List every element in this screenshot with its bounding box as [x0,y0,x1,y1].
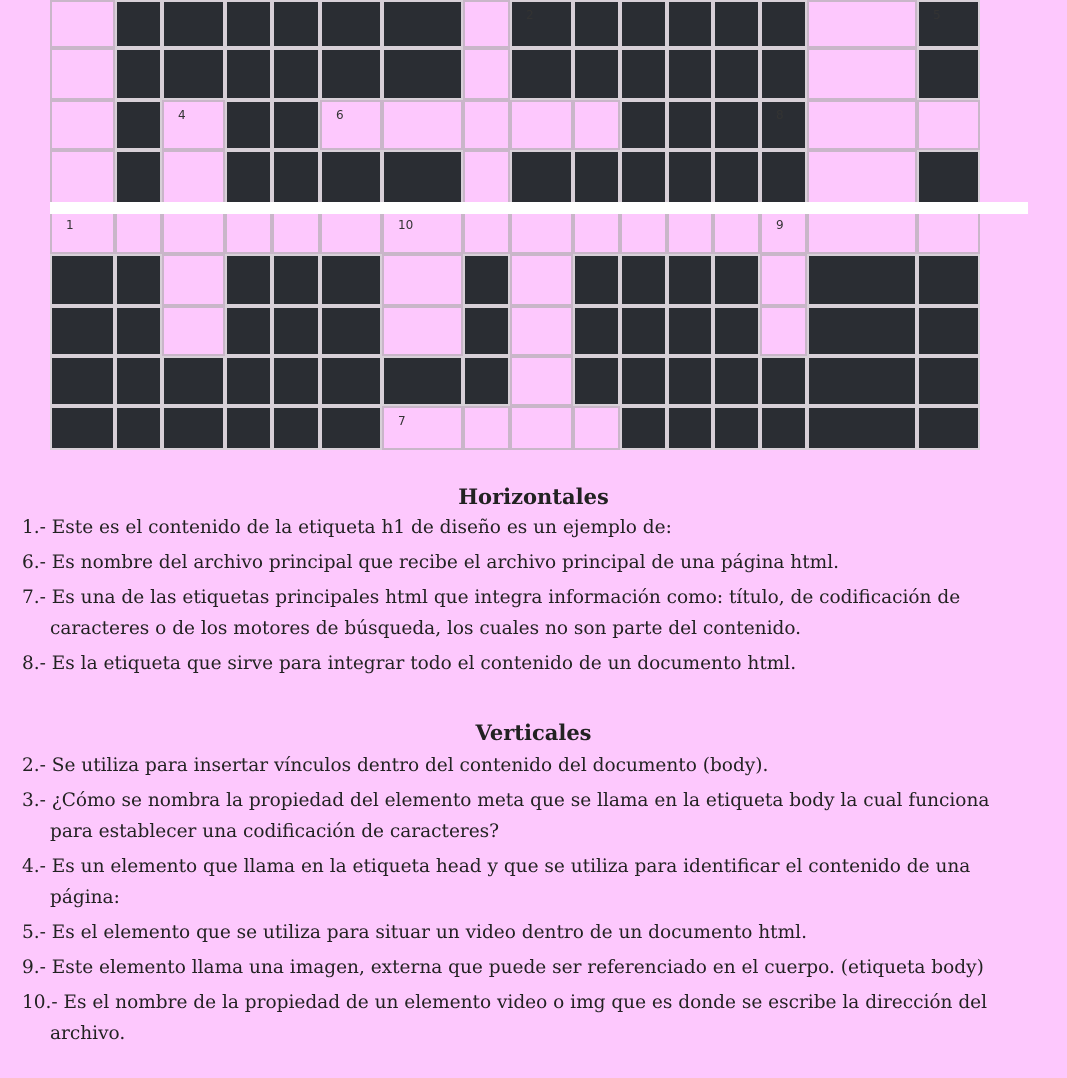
crossword-cell-blocked [225,356,272,406]
clue-line: 7.- Es una de las etiquetas principales html que integra información como: título, de codificación de [22,587,961,608]
crossword-cell-empty[interactable] [510,306,573,356]
crossword-cell-blocked [620,150,667,210]
crossword-cell-blocked [667,306,713,356]
crossword-cell-blocked [620,100,667,150]
crossword-cell-blocked [463,306,510,356]
crossword-cell-empty[interactable] [50,48,115,100]
crossword-cell-blocked [320,254,382,306]
crossword-cell-empty[interactable] [807,210,917,254]
crossword-cell-blocked [50,406,115,450]
crossword-cell-blocked [620,306,667,356]
crossword-cell-blocked [917,0,980,48]
clue-line: 8.- Es la etiqueta que sirve para integrar todo el contenido de un documento html. [22,653,797,674]
crossword-cell-empty[interactable] [713,210,760,254]
crossword-cell-blocked [573,0,620,48]
crossword-cell-blocked [510,0,573,48]
crossword-cell-blocked [162,0,225,48]
clue-number: 6 [336,108,344,122]
crossword-cell-blocked [320,306,382,356]
crossword-cell-blocked [225,100,272,150]
crossword-cell-blocked [760,48,807,100]
crossword-cell-blocked [620,356,667,406]
crossword-cell-blocked [573,150,620,210]
crossword-cell-blocked [620,48,667,100]
crossword-cell-blocked [760,100,807,150]
crossword-cell-blocked [917,406,980,450]
crossword-cell-empty[interactable] [760,254,807,306]
vertical-clue [22,851,1052,913]
crossword-cell-empty[interactable] [320,100,382,150]
crossword-cell-blocked [225,150,272,210]
crossword-cell-blocked [760,406,807,450]
crossword-cell-blocked [807,406,917,450]
crossword-cell-blocked [225,306,272,356]
crossword-cell-blocked [382,150,463,210]
crossword-cell-empty[interactable] [573,210,620,254]
crossword-cell-empty[interactable] [162,254,225,306]
crossword-cell-blocked [272,306,320,356]
clue-line: 4.- Es un elemento que llama en la etiqueta head y que se utiliza para identificar el contenido de una [22,856,971,877]
clue-line: 5.- Es el elemento que se utiliza para situar un video dentro de un documento html. [22,922,807,943]
crossword-cell-blocked [620,406,667,450]
crossword-cell-blocked [382,0,463,48]
crossword-cell-blocked [667,100,713,150]
crossword-cell-blocked [713,254,760,306]
crossword-cell-empty[interactable] [620,210,667,254]
crossword-cell-blocked [667,48,713,100]
crossword-cell-blocked [115,100,162,150]
clue-number: 5 [933,8,941,22]
crossword-cell-empty[interactable] [463,0,510,48]
crossword-cell-blocked [272,356,320,406]
crossword-grid [50,0,1028,450]
vertical-clue [22,917,1052,948]
crossword-cell-blocked [917,306,980,356]
crossword-cell-empty[interactable] [115,210,162,254]
crossword-cell-empty[interactable] [382,406,463,450]
crossword-cell-empty[interactable] [463,150,510,210]
crossword-cell-empty[interactable] [272,210,320,254]
grid-highlight-band [50,202,1028,214]
vertical-clue [22,952,1052,983]
crossword-cell-blocked [162,356,225,406]
crossword-cell-blocked [667,406,713,450]
clue-number: 7 [398,414,406,428]
crossword-cell-empty[interactable] [807,48,917,100]
horizontal-clue [22,648,1052,679]
horizontal-clue [22,547,1052,578]
crossword-cell-blocked [115,306,162,356]
crossword-cell-blocked [115,406,162,450]
crossword-cell-empty[interactable] [667,210,713,254]
clue-line: 1.- Este es el contenido de la etiqueta h1 de diseño es un ejemplo de: [22,517,672,538]
crossword-cell-empty[interactable] [50,100,115,150]
clue-line: 3.- ¿Cómo se nombra la propiedad del elemento meta que se llama en la etiqueta body la cual funciona [22,790,990,811]
crossword-cell-blocked [713,306,760,356]
crossword-cell-blocked [807,356,917,406]
clue-line: para establecer una codificación de caracteres? [50,821,500,842]
clue-line: caracteres o de los motores de búsqueda, los cuales no son parte del contenido. [50,618,802,639]
crossword-cell-blocked [463,356,510,406]
crossword-cell-empty[interactable] [917,210,980,254]
crossword-cell-blocked [917,150,980,210]
horizontal-title: Horizontales [458,484,609,509]
crossword-cell-empty[interactable] [510,356,573,406]
clue-line: 6.- Es nombre del archivo principal que recibe el archivo principal de una página html. [22,552,839,573]
crossword-cell-blocked [50,356,115,406]
crossword-cell-blocked [713,100,760,150]
crossword-cell-blocked [272,100,320,150]
crossword-cell-blocked [225,406,272,450]
clue-line: 10.- Es el nombre de la propiedad de un elemento video o img que es donde se escribe la dirección del [22,992,988,1013]
crossword-cell-blocked [573,48,620,100]
vertical-clue [22,785,1052,847]
crossword-cell-blocked [760,0,807,48]
clue-number: 9 [776,218,784,232]
crossword-cell-blocked [225,254,272,306]
crossword-cell-blocked [620,0,667,48]
clue-line: 2.- Se utiliza para insertar vínculos dentro del contenido del documento (body). [22,755,769,776]
crossword-cell-blocked [320,356,382,406]
crossword-cell-empty[interactable] [573,406,620,450]
vertical-title: Verticales [475,720,592,745]
crossword-cell-blocked [573,254,620,306]
crossword-cell-blocked [667,254,713,306]
crossword-cell-blocked [115,150,162,210]
crossword-cell-blocked [573,306,620,356]
crossword-cell-blocked [807,254,917,306]
crossword-cell-blocked [50,254,115,306]
crossword-cell-empty[interactable] [463,100,510,150]
crossword-cell-blocked [272,150,320,210]
crossword-cell-blocked [713,406,760,450]
crossword-cell-empty[interactable] [50,0,115,48]
clue-number: 1 [66,218,74,232]
crossword-cell-empty[interactable] [162,100,225,150]
crossword-cell-empty[interactable] [162,306,225,356]
crossword-cell-blocked [667,0,713,48]
horizontal-clue [22,582,1052,644]
clue-number: 2 [526,8,534,22]
crossword-cell-blocked [667,356,713,406]
crossword-cell-empty[interactable] [807,150,917,210]
crossword-cell-blocked [463,254,510,306]
crossword-cell-blocked [272,406,320,450]
crossword-cell-blocked [713,0,760,48]
crossword-cell-empty[interactable] [382,254,463,306]
crossword-cell-blocked [115,0,162,48]
crossword-cell-empty[interactable] [320,210,382,254]
crossword-cell-empty[interactable] [50,150,115,210]
crossword-cell-blocked [320,406,382,450]
crossword-cell-blocked [272,254,320,306]
crossword-cell-empty[interactable] [573,100,620,150]
crossword-cell-blocked [115,48,162,100]
crossword-cell-empty[interactable] [510,254,573,306]
crossword-cell-empty[interactable] [807,0,917,48]
crossword-cell-blocked [225,48,272,100]
crossword-cell-blocked [510,150,573,210]
crossword-cell-empty[interactable] [760,210,807,254]
crossword-cell-blocked [320,0,382,48]
crossword-cell-empty[interactable] [225,210,272,254]
crossword-cell-blocked [807,306,917,356]
crossword-cell-blocked [917,356,980,406]
crossword-cell-blocked [115,254,162,306]
crossword-cell-empty[interactable] [760,306,807,356]
crossword-cell-blocked [760,356,807,406]
crossword-cell-blocked [162,48,225,100]
vertical-clue [22,987,1052,1049]
crossword-cell-empty[interactable] [807,100,917,150]
crossword-cell-blocked [573,356,620,406]
crossword-cell-blocked [760,150,807,210]
crossword-cell-empty[interactable] [463,48,510,100]
crossword-cell-blocked [50,306,115,356]
crossword-cell-blocked [917,254,980,306]
crossword-cell-blocked [382,356,463,406]
clue-line: archivo. [50,1023,126,1044]
clue-line: página: [50,887,120,908]
crossword-cell-empty[interactable] [463,406,510,450]
clue-number: 4 [178,108,186,122]
crossword-cell-empty[interactable] [917,100,980,150]
crossword-cell-empty[interactable] [510,210,573,254]
crossword-cell-blocked [272,48,320,100]
crossword-cell-blocked [713,150,760,210]
crossword-cell-blocked [320,150,382,210]
crossword-cell-empty[interactable] [382,306,463,356]
crossword-cell-blocked [620,254,667,306]
crossword-cell-blocked [115,356,162,406]
crossword-cell-empty[interactable] [510,100,573,150]
crossword-cell-empty[interactable] [463,210,510,254]
crossword-cell-empty[interactable] [50,210,115,254]
crossword-cell-empty[interactable] [162,150,225,210]
crossword-cell-blocked [667,150,713,210]
clue-line: 9.- Este elemento llama una imagen, externa que puede ser referenciado en el cuerpo. (etiqueta body) [22,957,984,978]
crossword-cell-blocked [713,356,760,406]
crossword-cell-blocked [917,48,980,100]
crossword-cell-blocked [162,406,225,450]
crossword-cell-blocked [382,48,463,100]
crossword-cell-blocked [510,48,573,100]
crossword-cell-empty[interactable] [510,406,573,450]
crossword-cell-blocked [320,48,382,100]
crossword-cell-empty[interactable] [382,100,463,150]
crossword-cell-blocked [225,0,272,48]
crossword-cell-blocked [272,0,320,48]
horizontal-clue [22,512,1052,543]
vertical-clue [22,750,1052,781]
crossword-cell-blocked [713,48,760,100]
crossword-cell-empty[interactable] [162,210,225,254]
clue-number: 10 [398,218,414,232]
crossword-cell-empty[interactable] [382,210,463,254]
clue-number: 8 [776,108,784,122]
